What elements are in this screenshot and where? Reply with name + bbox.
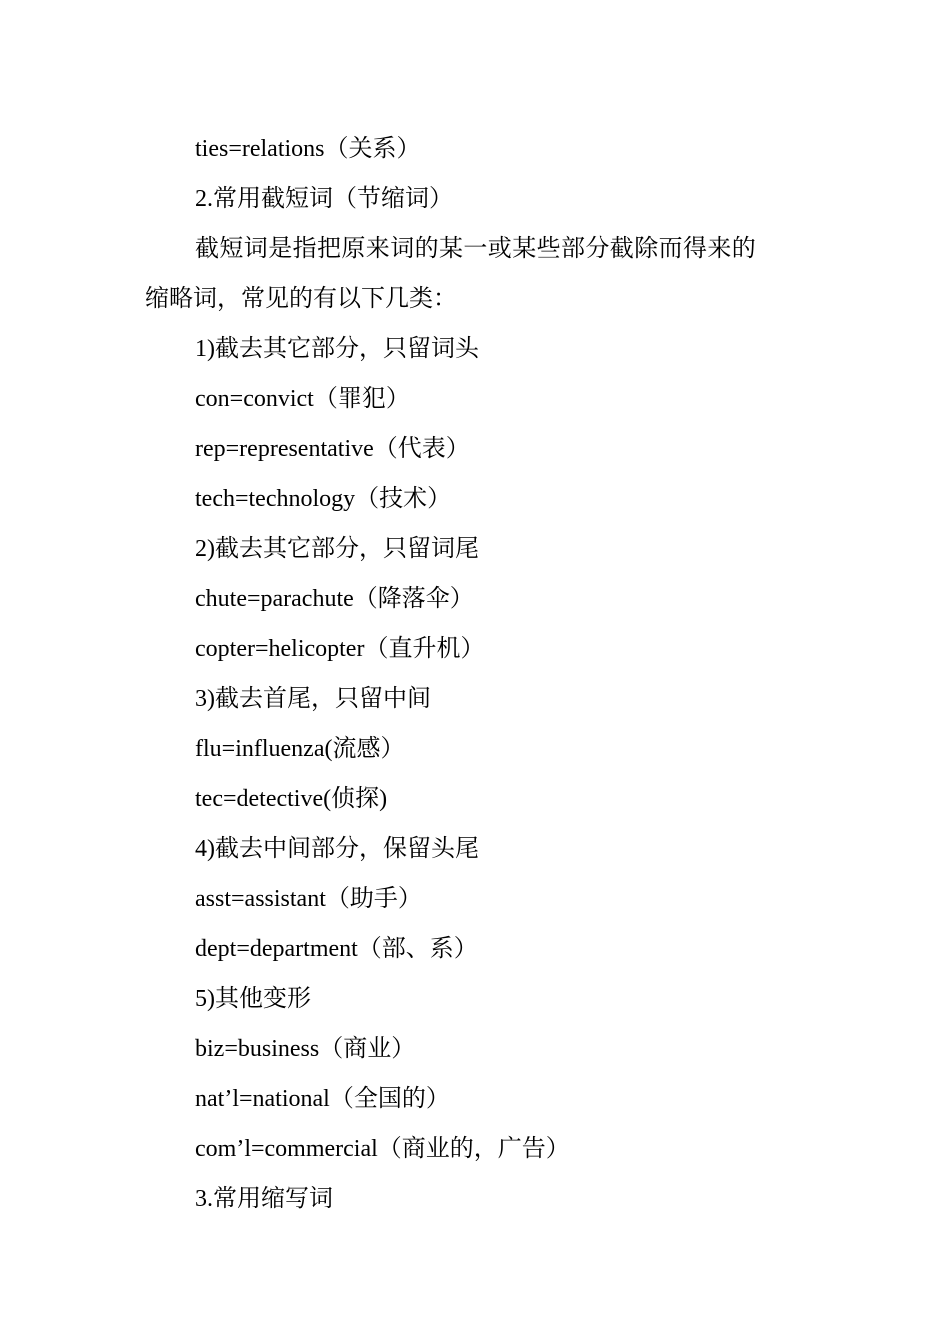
example-line: rep=representative（代表） [195, 436, 470, 462]
example-line: dept=department（部、系） [195, 936, 478, 962]
example-line: copter=helicopter（直升机） [195, 636, 485, 662]
example-line: nat’l=national（全国的） [195, 1086, 450, 1112]
example-line: biz=business（商业） [195, 1036, 416, 1062]
subsection-heading: 2)截去其它部分，只留词尾 [195, 536, 479, 562]
subsection-heading: 3)截去首尾，只留中间 [195, 686, 431, 712]
example-line: ties=relations（关系） [195, 136, 421, 162]
subsection-heading: 5)其他变形 [195, 986, 311, 1012]
example-line: com’l=commercial（商业的，广告） [195, 1136, 570, 1162]
paragraph-line: 截短词是指把原来词的某一或某些部分截除而得来的 [195, 236, 757, 262]
example-line: con=convict（罪犯） [195, 386, 410, 412]
example-line: chute=parachute（降落伞） [195, 586, 474, 612]
paragraph-continuation: 缩略词，常见的有以下几类： [145, 286, 457, 312]
example-line: asst=assistant（助手） [195, 886, 422, 912]
example-line: tec=detective(侦探) [195, 786, 388, 812]
example-line: flu=influenza(流感） [195, 736, 405, 762]
document-body [145, 124, 815, 1224]
section-heading: 2.常用截短词（节缩词） [195, 186, 453, 212]
example-line: tech=technology（技术） [195, 486, 452, 512]
section-heading: 3.常用缩写词 [195, 1186, 333, 1212]
subsection-heading: 4)截去中间部分，保留头尾 [195, 836, 479, 862]
subsection-heading: 1)截去其它部分，只留词头 [195, 336, 479, 362]
